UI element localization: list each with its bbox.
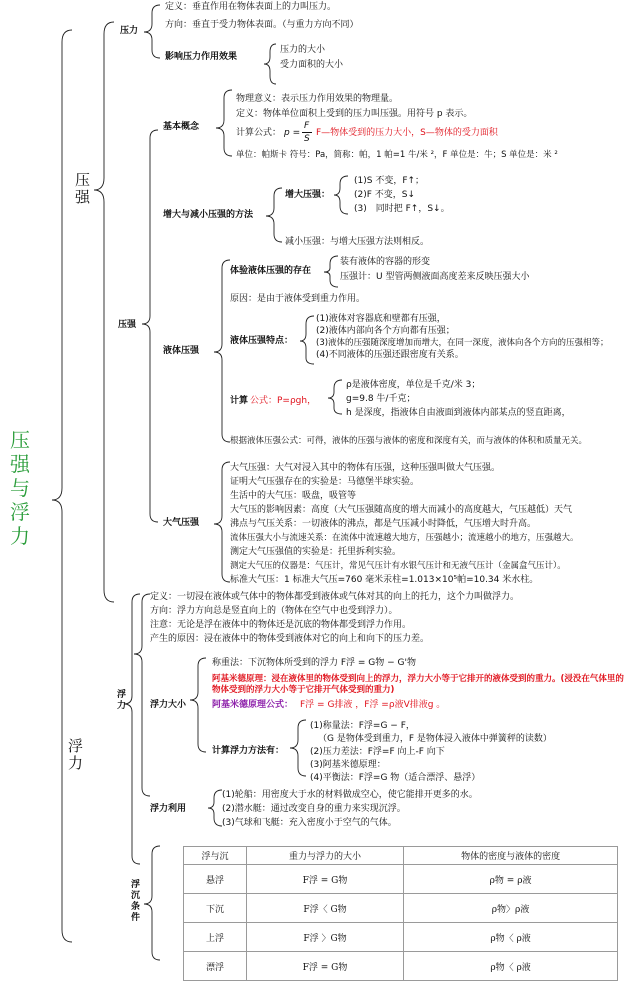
increase-item: (3) 同时把 F↑，S↓。: [354, 204, 450, 214]
yali-def: 定义：垂直作用在物体表面上的力叫压力。: [165, 2, 337, 12]
yaqiang-title: 压强: [118, 320, 137, 330]
table-cell: 下沉: [184, 894, 247, 923]
size-method: (2)压力差法：F浮=F 向上-F 向下: [310, 747, 445, 757]
atmos-item: 测定大气压的仪器是：气压计，常见气压计有水银气压计和无液气压计（金属盒气压计）。: [230, 561, 566, 571]
table-cell: 上浮: [184, 923, 247, 952]
table-cell: 漂浮: [184, 952, 247, 981]
atmos-item: 生活中的大气压：吸盘，吸管等: [230, 491, 357, 501]
yali-title: 压力: [120, 26, 139, 36]
liquid-calc-item: g=9.8 牛/千克；: [346, 394, 416, 404]
table-header: 浮与沉: [184, 847, 247, 865]
size-arch-principle: 阿基米德原理：浸在液体里的物体受到向上的浮力，浮力大小等于它排开的液体受到的重力。(浸没在气体里的物体受到的浮力大小等于它排开气体受到的重力): [212, 674, 624, 695]
basic-unit: 单位：帕斯卡 符号：Pa，简称：帕，1 帕=1 牛/米 ²，F 单位是：牛；S 单位是：米 ²: [236, 150, 558, 160]
liquid-exist-item: 压强计：U 型管两侧液面高度差来反映压强大小: [340, 272, 530, 282]
size-method: （G 是物体受到重力，F 是物体浸入液体中弹簧秤的读数）: [318, 734, 552, 744]
basic-formula-num: F: [304, 121, 310, 131]
table-cell: F浮 = G物: [246, 865, 403, 894]
liquid-cause: 原因：是由于液体受到重力作用。: [230, 294, 366, 304]
size-method-label: 计算浮力方法有：: [212, 746, 285, 756]
fuli-note: 注意：无论是浮在液体中的物体还是沉底的物体都受到浮力作用。: [150, 620, 412, 630]
size-title: 浮力大小: [150, 700, 187, 710]
liquid-exist-label: 体验液体压强的存在: [230, 266, 312, 276]
atmos-item: 大气压强：大气对浸入其中的物体有压强，这种压强叫做大气压强。: [230, 463, 501, 473]
liquid-conclusion: 根据液体压强公式：可得，液体的压强与液体的密度和深度有关，而与液体的体积和质量无关。: [230, 436, 588, 446]
liquid-calc-formula: 公式：P=ρgh，: [250, 396, 317, 406]
size-weigh: 称重法：下沉物体所受到的浮力 F浮 = G物 − G'物: [212, 658, 416, 668]
table-header: 重力与浮力的大小: [246, 847, 403, 865]
basic-formula-note: F—物体受到的压力大小，S—物体的受力面积: [316, 128, 498, 138]
sink-float-table: [183, 846, 618, 981]
table-cell: ρ物 = ρ液: [404, 865, 618, 894]
table-row: [184, 894, 618, 923]
buoyancy-title: 浮力: [68, 737, 84, 772]
basic-def: 定义：物体单位面积上受到的压力叫压强。用符号 p 表示。: [236, 109, 473, 119]
liquid-feature-item: (4)不同液体的压强还跟密度有关系。: [316, 350, 464, 360]
table-row: [184, 865, 618, 894]
size-method: (4)平衡法：F浮=G 物（适合漂浮、悬浮）: [310, 773, 481, 783]
atmos-item: 证明大气压强存在的实验是：马德堡半球实验。: [230, 477, 420, 487]
yali-effect-label: 影响压力作用效果: [165, 52, 238, 62]
liquid-calc-item: ρ是液体密度，单位是千克/米 3；: [346, 380, 481, 390]
yali-dir: 方向：垂直于受力物体表面。（与重力方向不同）: [165, 20, 359, 30]
liquid-exist-item: 装有液体的容器的形变: [340, 257, 431, 267]
table-cell: ρ物〉ρ液: [404, 894, 618, 923]
increase-label: 增大压强：: [285, 190, 331, 200]
fraction-bar: [302, 132, 312, 133]
table-cell: 悬浮: [184, 865, 247, 894]
table-cell: ρ物〈 ρ液: [404, 923, 618, 952]
pressure-title: 压强: [75, 171, 91, 206]
fuli-cause: 产生的原因：浸在液体中的物体受到液体对它的向上和向下的压力差。: [150, 634, 430, 644]
atmos-item: 测定大气压强值的实验是：托里拆利实验。: [230, 547, 402, 557]
basic-meaning: 物理意义：表示压力作用效果的物理量。: [236, 94, 399, 104]
liquid-title: 液体压强: [163, 346, 200, 356]
size-method: (1)称量法：F浮=G − F，: [310, 721, 415, 731]
table-cell: ρ物〈 ρ液: [404, 952, 618, 981]
increase-item: (1)S 不变，F↑；: [354, 176, 425, 186]
use-item: (3)气球和飞艇：充入密度小于空气的气体。: [222, 818, 397, 828]
basic-formula-lhs: p =: [284, 128, 301, 138]
liquid-feature-item: (2)液体内部向各个方向都有压强；: [316, 326, 455, 336]
use-item: (2)潜水艇：通过改变自身的重力来实现沉浮。: [222, 804, 406, 814]
liquid-feature-item: (3)液体的压强随深度增加而增大，在同一深度，液体向各个方向的压强相等；: [316, 338, 609, 348]
table-cell: F浮 〉G物: [246, 923, 403, 952]
increase-item: (2)F 不变，S↓: [354, 190, 416, 200]
table-cell: F浮〈 G物: [246, 894, 403, 923]
change-title: 增大与减小压强的方法: [163, 210, 254, 220]
basic-formula-den: S: [304, 134, 310, 144]
atmos-item: 沸点与气压关系：一切液体的沸点，都是气压减小时降低，气压增大时升高。: [230, 519, 537, 529]
table-cell: F浮 = G物: [246, 952, 403, 981]
atmos-item: 流体压强大小与流速关系：在流体中流速越大地方，压强越小；流速越小的地方，压强越大。: [230, 533, 579, 543]
liquid-calc-item: h 是深度，指液体自由液面到液体内部某点的竖直距离，: [346, 408, 571, 418]
basic-title: 基本概念: [163, 122, 200, 132]
use-title: 浮力利用: [150, 804, 187, 814]
table-row: [184, 923, 618, 952]
fuli-title: 浮力: [117, 690, 127, 711]
table-header: 物体的密度与液体的密度: [404, 847, 618, 865]
atmos-item: 标准大气压：1 标准大气压=760 毫米汞柱=1.013×10⁵帕=10.34 米水柱。: [230, 575, 539, 585]
root-title: 压强与浮力: [10, 428, 30, 548]
fuli-dir: 方向：浮力方向总是竖直向上的（物体在空气中也受到浮力）。: [150, 606, 398, 616]
decrease: 减小压强：与增大压强方法则相反。: [285, 237, 430, 247]
yali-effect-item: 受力面积的大小: [280, 60, 344, 70]
atmos-title: 大气压强: [163, 518, 200, 528]
basic-formula-label: 计算公式：: [236, 128, 282, 138]
size-method: (3)阿基米德原理：: [310, 760, 386, 770]
size-arch-formula-label: 阿基米德原理公式：: [212, 700, 294, 710]
use-item: (1)轮船：用密度大于水的材料做成空心，使它能排开更多的水。: [222, 790, 478, 800]
table-header-row: [184, 847, 618, 865]
table-row: [184, 952, 618, 981]
size-arch-formula: F浮 = G排液 ，F浮 =ρ液V排液g 。: [300, 700, 446, 710]
sink-float-title: 浮沉条件: [131, 880, 141, 923]
fuli-def: 定义：一切浸在液体或气体中的物体都受到液体或气体对其的向上的托力，这个力叫做浮力。: [150, 592, 520, 602]
liquid-feature-item: (1)液体对容器底和壁都有压强，: [316, 314, 446, 324]
liquid-calc-label: 计算: [230, 396, 249, 406]
atmos-item: 大气压的影响因素：高度（大气压强随高度的增大而减小的高度越大，气压越低）天气: [230, 505, 573, 515]
liquid-feature-label: 液体压强特点：: [230, 336, 294, 346]
yali-effect-item: 压力的大小: [280, 45, 326, 55]
